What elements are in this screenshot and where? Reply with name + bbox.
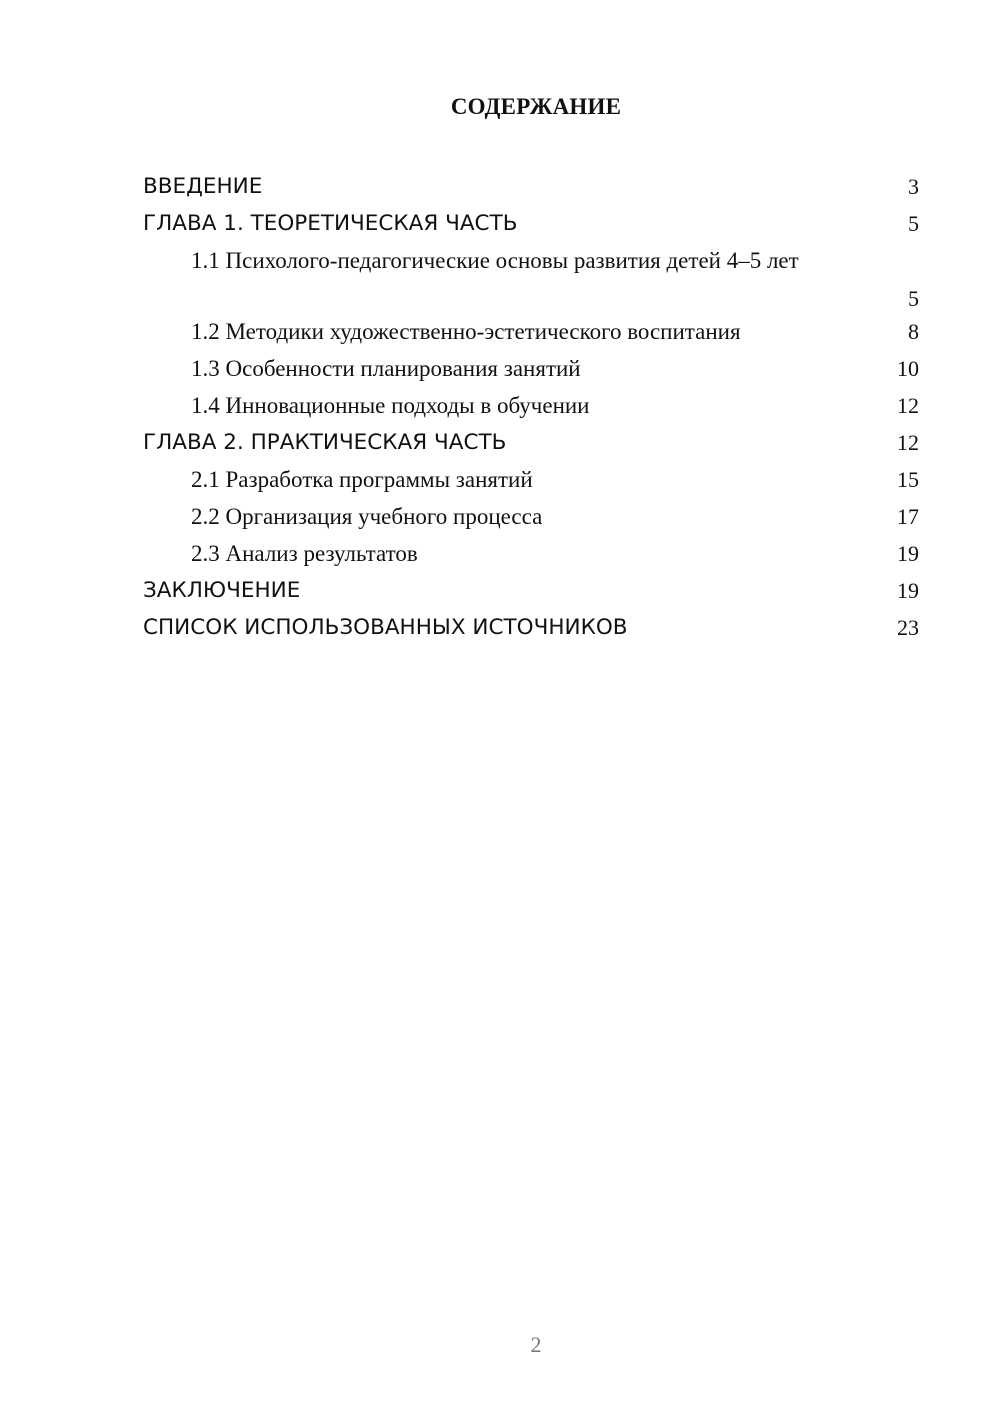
toc-entry-page: 19 (897, 541, 919, 566)
toc-entry-page: 23 (897, 615, 919, 640)
toc-entry-title: 2.2 Организация учебного процесса (191, 504, 543, 529)
toc-entry-chapter-2 (143, 424, 919, 461)
toc-entry-section-2-1 (143, 461, 919, 498)
toc-entry-page: 17 (897, 504, 919, 529)
toc-entry-title: ГЛАВА 1. ТЕОРЕТИЧЕСКАЯ ЧАСТЬ (143, 211, 518, 236)
toc-entry-page: 8 (908, 319, 919, 344)
toc-entry-section-1-2 (143, 313, 919, 350)
toc-entry-title: ГЛАВА 2. ПРАКТИЧЕСКАЯ ЧАСТЬ (143, 430, 507, 455)
toc-entry-page: 12 (897, 393, 919, 418)
toc-entry-section-1-1 (143, 242, 919, 313)
page-title: СОДЕРЖАНИЕ (450, 94, 622, 119)
toc-entry-title: 1.3 Особенности планирования занятий (191, 356, 581, 381)
toc-entry-title: ВВЕДЕНИЕ (143, 174, 263, 199)
page-number: 2 (530, 1332, 542, 1357)
toc-entry-references (143, 609, 919, 646)
toc-entry-page: 12 (897, 430, 919, 455)
toc-entry-page: 5 (908, 286, 919, 311)
toc-entry-conclusion (143, 572, 919, 609)
toc-entry-page: 19 (897, 578, 919, 603)
toc-entry-page: 15 (897, 467, 919, 492)
toc-entry-title: ЗАКЛЮЧЕНИЕ (143, 578, 301, 603)
toc-entry-title: 1.1 Психолого-педагогические основы развития детей 4–5 лет (191, 248, 799, 273)
table-of-contents (143, 168, 919, 646)
toc-entry-title: 2.1 Разработка программы занятий (191, 467, 533, 492)
toc-entry-section-2-3 (143, 535, 919, 572)
toc-entry-page: 10 (897, 356, 919, 381)
toc-entry-title: 2.3 Анализ результатов (191, 541, 418, 566)
toc-entry-title: СПИСОК ИСПОЛЬЗОВАННЫХ ИСТОЧНИКОВ (143, 615, 628, 640)
toc-entry-introduction (143, 168, 919, 205)
toc-entry-page: 5 (908, 211, 919, 236)
toc-entry-section-1-3 (143, 350, 919, 387)
toc-entry-title: 1.2 Методики художественно-эстетического воспитания (191, 319, 741, 344)
toc-entry-section-1-4 (143, 387, 919, 424)
toc-entry-title: 1.4 Инновационные подходы в обучении (191, 393, 590, 418)
toc-entry-chapter-1 (143, 205, 919, 242)
toc-entry-section-2-2 (143, 498, 919, 535)
toc-entry-page: 3 (908, 174, 919, 199)
